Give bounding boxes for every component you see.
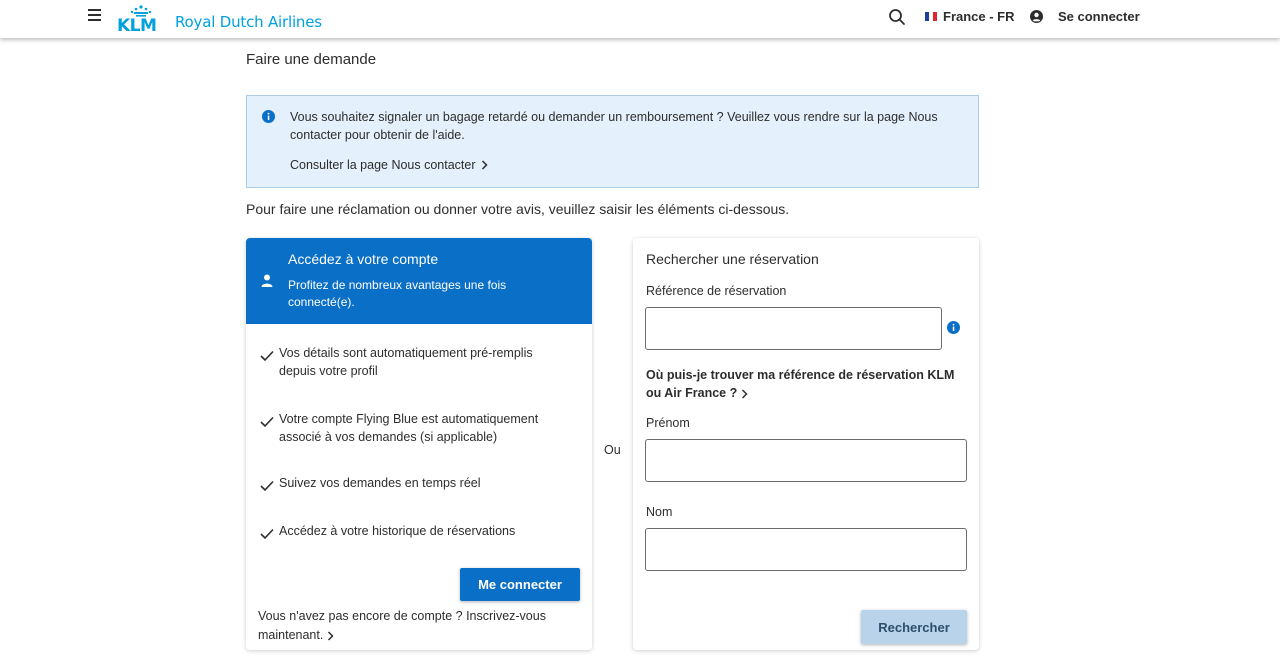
logo-klm-text: KLM <box>117 16 157 36</box>
firstname-label: Prénom <box>646 416 690 430</box>
logo-brand-name: Royal Dutch Airlines <box>175 13 322 31</box>
page-title: Faire une demande <box>246 51 377 68</box>
benefit-text: Votre compte Flying Blue est automatiquement associé à vos demandes (si applicable) <box>279 412 539 444</box>
account-banner <box>246 238 592 324</box>
search-booking-button[interactable]: Rechercher <box>861 610 967 644</box>
account-card <box>246 238 592 650</box>
site-header <box>0 0 1280 38</box>
booking-ref-help-label: Où puis-je trouver ma référence de réservation KLM ou Air France ? <box>646 368 955 400</box>
locale-label: France - FR <box>943 9 1015 24</box>
locale-selector[interactable] <box>925 9 1015 24</box>
booking-search-card <box>633 238 979 650</box>
account-card-title: Accédez à votre compte <box>288 251 439 267</box>
lastname-input[interactable] <box>645 528 967 571</box>
menu-icon[interactable] <box>88 9 104 23</box>
firstname-input[interactable] <box>645 439 967 482</box>
benefit-item <box>260 410 569 446</box>
info-notice <box>246 95 979 188</box>
benefit-text: Accédez à votre historique de réservations <box>279 524 516 538</box>
contact-page-link[interactable] <box>290 158 488 172</box>
booking-ref-help-link[interactable] <box>646 366 966 402</box>
benefit-text: Suivez vos demandes en temps réel <box>279 476 481 490</box>
contact-page-link-label: Consulter la page Nous contacter <box>290 158 476 172</box>
check-icon <box>260 480 274 492</box>
check-icon <box>260 350 274 362</box>
info-icon[interactable] <box>947 321 960 334</box>
chevron-right-icon <box>741 389 748 399</box>
booking-card-title: Rechercher une réservation <box>646 251 819 267</box>
benefit-text: Vos détails sont automatiquement pré-remplis depuis votre profil <box>279 346 533 378</box>
logo-mark <box>117 5 165 35</box>
account-card-subtitle: Profitez de nombreux avantages une fois connecté(e). <box>288 278 507 309</box>
booking-ref-input[interactable] <box>645 307 942 350</box>
or-separator: Ou <box>604 443 621 457</box>
benefit-item <box>260 522 569 540</box>
lastname-label: Nom <box>646 505 673 519</box>
klm-logo[interactable] <box>117 1 322 35</box>
check-icon <box>260 416 274 428</box>
chevron-right-icon <box>327 631 334 641</box>
user-circle-icon <box>1030 10 1043 23</box>
check-icon <box>260 528 274 540</box>
booking-ref-label: Référence de réservation <box>646 284 787 298</box>
header-login-button[interactable] <box>1030 9 1140 24</box>
chevron-right-icon <box>481 160 488 170</box>
header-login-label: Se connecter <box>1058 9 1140 24</box>
person-icon <box>261 274 273 288</box>
search-icon[interactable] <box>888 8 906 26</box>
intro-text: Pour faire une réclamation ou donner votre avis, veuillez saisir les éléments ci-dessous. <box>246 201 790 217</box>
benefit-item <box>260 474 569 492</box>
benefit-item <box>260 344 569 380</box>
login-button[interactable]: Me connecter <box>460 568 580 601</box>
france-flag-icon <box>925 12 937 21</box>
signup-link[interactable] <box>258 607 578 645</box>
info-icon <box>262 110 275 123</box>
notice-text: Vous souhaitez signaler un bagage retardé ou demander un remboursement ? Veuillez vous rendre sur la page Nous contacter pour obtenir de l'aide. <box>290 110 938 142</box>
signup-link-label: Vous n'avez pas encore de compte ? Inscrivez-vous maintenant. <box>258 609 546 642</box>
